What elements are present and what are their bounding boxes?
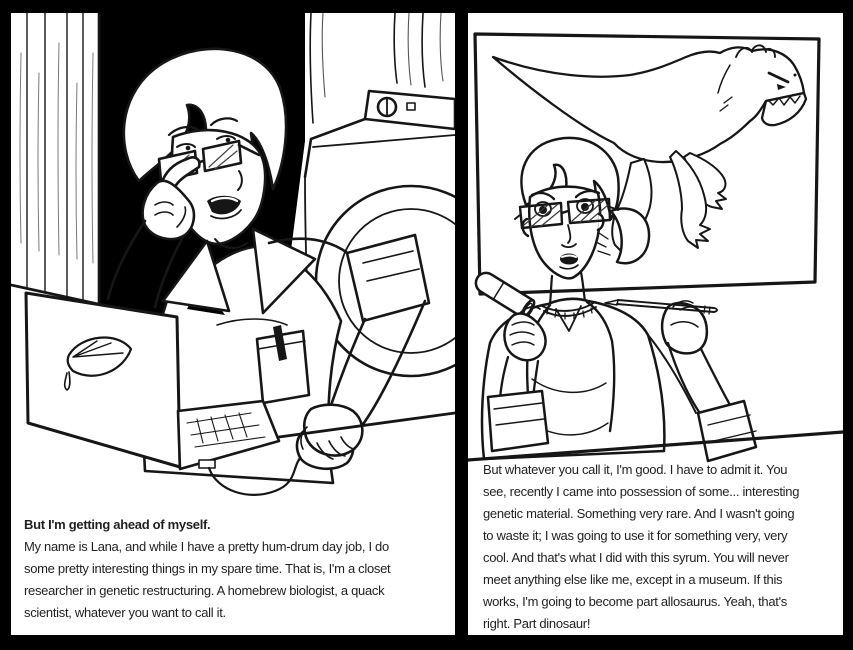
caption-line: genetic material. Something very rare. And I wasn't going	[483, 506, 795, 521]
caption-line: some pretty interesting things in my spare time. That is, I'm a closet	[24, 561, 391, 576]
caption-line: But whatever you call it, I'm good. I have to admit it. You	[483, 462, 788, 477]
caption-line: works, I'm going to become part allosaurus. Yeah, that's	[483, 594, 787, 609]
washer-button-icon	[407, 103, 415, 110]
caption-line: researcher in genetic restructuring. A homebrew biologist, a quack	[24, 583, 385, 598]
right-caption	[483, 459, 799, 635]
laptop-port	[199, 460, 215, 468]
closet-door-louvers	[11, 13, 99, 307]
caption-line: to waste it; I was going to use it for something very, very	[483, 528, 788, 543]
left-caption	[24, 514, 390, 624]
caption-heading: But I'm getting ahead of myself.	[24, 517, 211, 532]
rolled-sleeve	[698, 401, 756, 461]
comic-panel-left	[11, 13, 455, 635]
caption-line: cool. And that's what I did with this syrum. You will never	[483, 550, 789, 565]
caption-line: scientist, whatever you want to call it.	[24, 605, 226, 620]
laptop-lid	[26, 293, 180, 467]
caption-line: right. Part dinosaur!	[483, 616, 591, 631]
rolled-sleeve	[488, 391, 548, 451]
comic-panel-right	[468, 13, 843, 635]
caption-line: see, recently I came into possession of some... interesting	[483, 484, 800, 499]
caption-line: meet anything else like me, except in a museum. If this	[483, 572, 783, 587]
caption-line: My name is Lana, and while I have a pretty hum-drum day job, I do	[24, 539, 389, 554]
